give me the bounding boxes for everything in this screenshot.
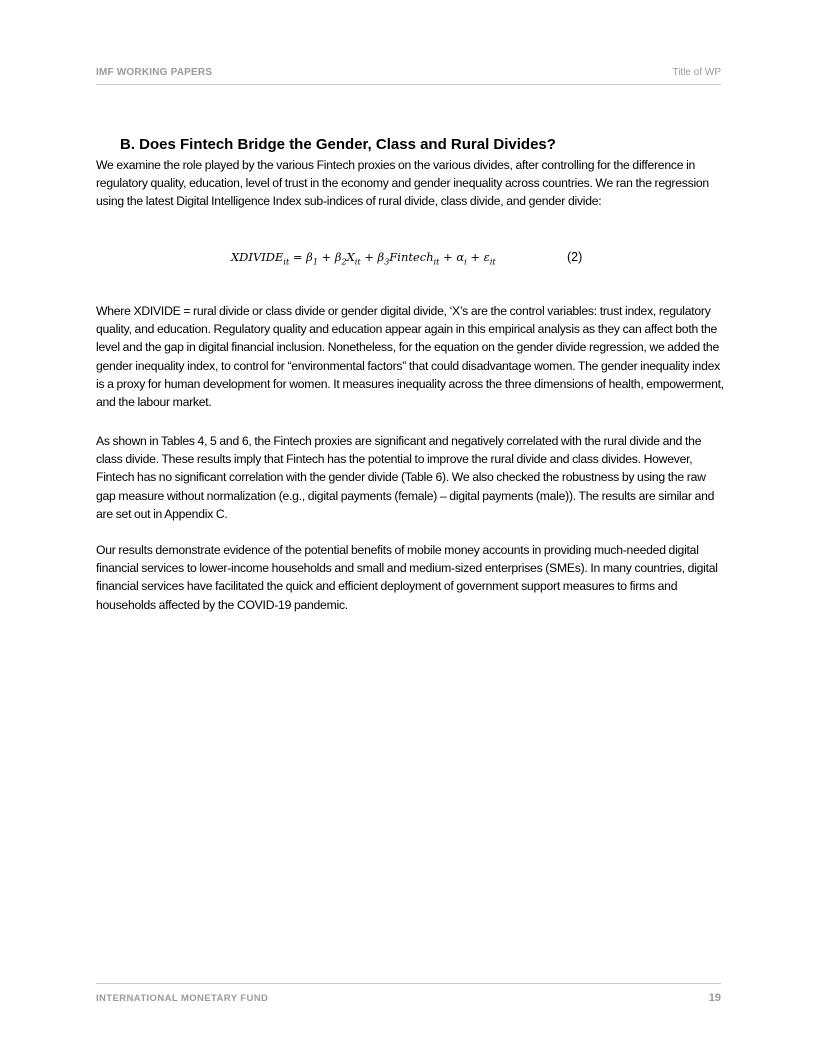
paragraph-variables: Where XDIVIDE = rural divide or class divide or gender digital divide, ‘X’s are the control variables: trust index, regulatory quality, and education. Regulatory quality and education appear again in this empirical analysis as they can affect both the level and the gap in digital financial inclusion. Nonetheless, for the equation on the gender divide regression, we added the gender inequality index, to control for “environmental factors” that could disadvantage women. The gender inequality index is a proxy for human development for women. It measures inequality across the three dimensions of health, empowerment, and the labour market.: [96, 304, 724, 410]
equation-number: (2): [567, 250, 583, 264]
section-heading: B. Does Fintech Bridge the Gender, Class and Rural Divides?: [120, 136, 556, 153]
header-series-title: IMF WORKING PAPERS: [96, 67, 213, 78]
paragraph-conclusion: Our results demonstrate evidence of the potential benefits of mobile money accounts in providing much-needed digital financial services to lower-income households and small and medium-sized enterprises (SMEs). In many countries, digital financial services have facilitated the quick and efficient deployment of government support measures to firms and households affected by the COVID-19 pandemic.: [96, 543, 718, 612]
eq-lhs: XDIVIDE: [231, 250, 284, 264]
page-number: 19: [708, 992, 721, 1004]
page-header: [96, 66, 721, 85]
regression-equation: $XDIVIDE_{it} = \beta_1 + \beta_2X_{it}$ + $\beta_3Fintech_{it} + \alpha_i + \varepsilon_{it}$: [231, 250, 496, 267]
paragraph-intro: We examine the role played by the various Fintech proxies on the various divides, after controlling for the difference in regulatory quality, education, level of trust in the economy and gender inequality across countries. We ran the regression using the latest Digital Intelligence Index sub-indices of rural divide, class divide, and gender divide:: [96, 158, 709, 209]
page-footer: [96, 983, 721, 1008]
footer-organization: INTERNATIONAL MONETARY FUND: [96, 993, 269, 1004]
paragraph-results: As shown in Tables 4, 5 and 6, the Fintech proxies are significant and negatively correlated with the rural divide and the class divide. These results imply that Fintech has the potential to improve the rural divide and class divides. However, Fintech has no significant correlation with the gender divide (Table 6). We also checked the robustness by using the raw gap measure without normalization (e.g., digital payments (female) – digital payments (male)). The results are similar and are set out in Appendix C.: [96, 434, 715, 521]
header-paper-title: Title of WP: [672, 67, 721, 78]
